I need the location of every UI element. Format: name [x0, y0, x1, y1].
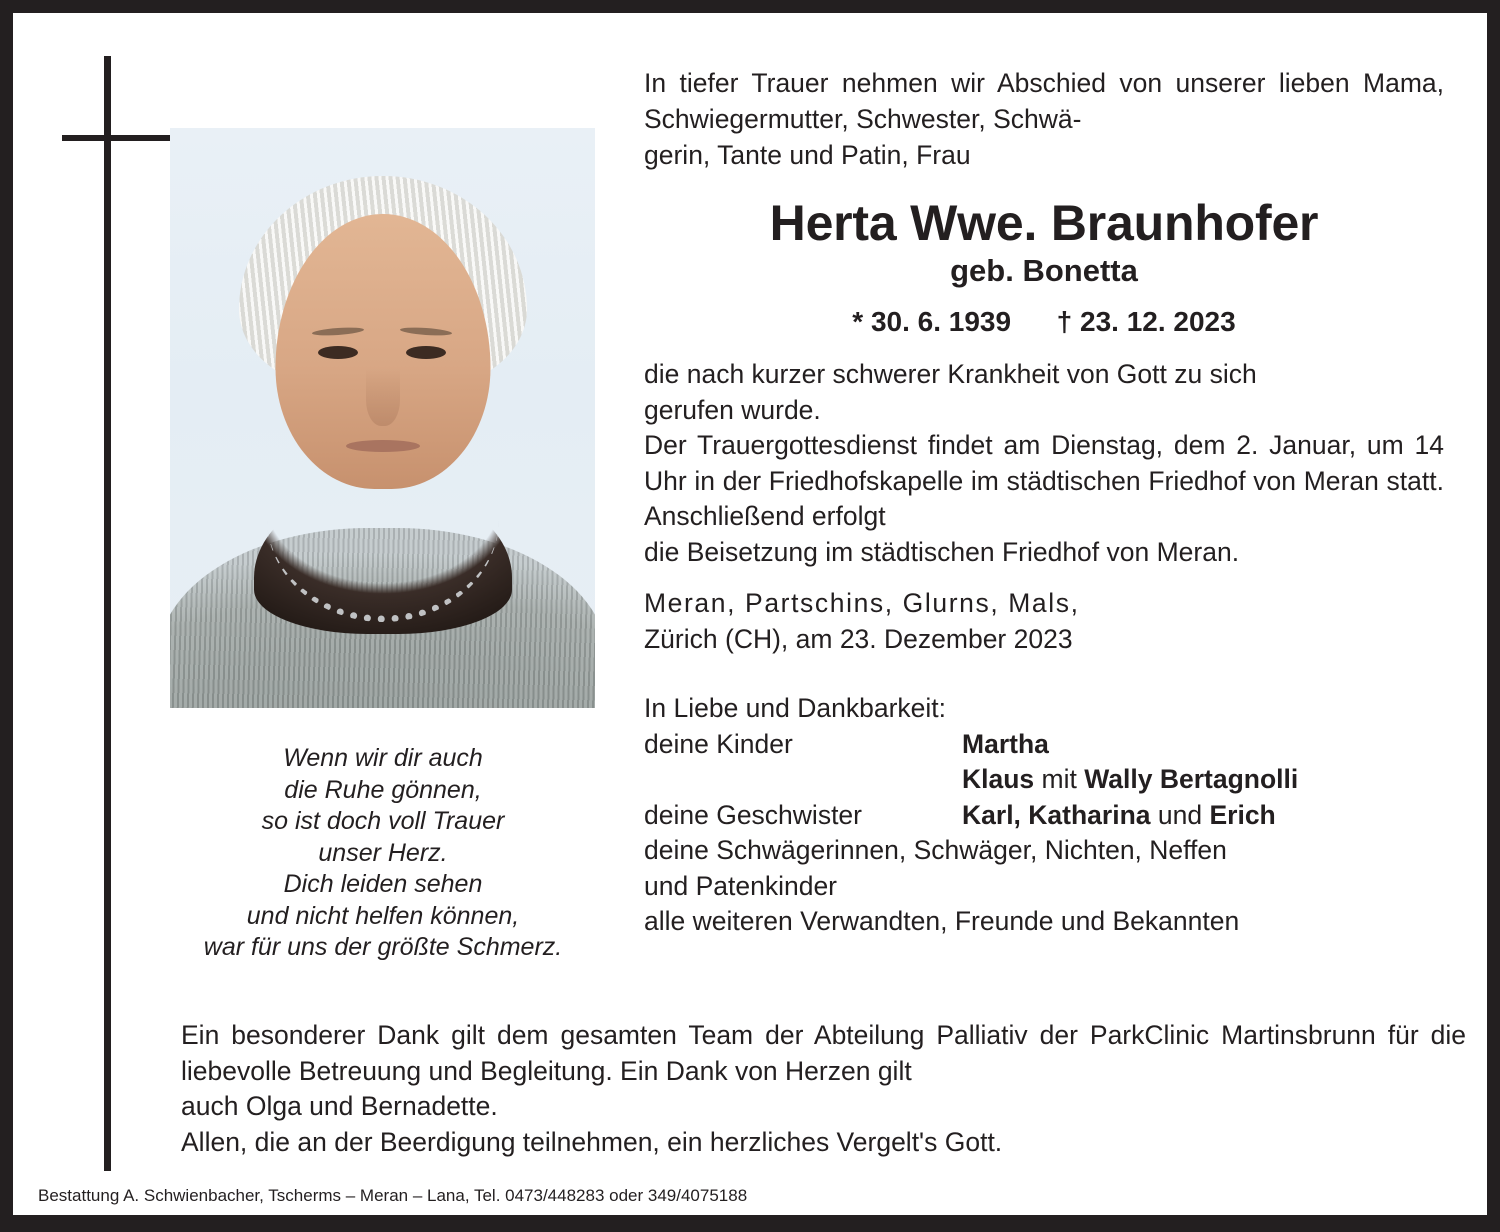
- family-row-children: [644, 727, 1444, 763]
- poem-line: so ist doch voll Trauer: [261, 807, 505, 835]
- family-names-siblings: Karl, Katharina und Erich: [962, 799, 1276, 830]
- family-label-siblings: deine Geschwister: [644, 799, 862, 830]
- places-line-1: Meran, Partschins, Glurns, Mals,: [644, 588, 1080, 618]
- family-row-children-2: [644, 762, 1444, 798]
- eye-right: [406, 346, 446, 359]
- service-details: Der Trauergottesdienst findet am Dienstag, dem 2. Januar, um 14 Uhr in der Friedhofskapelle im städtischen Friedhof von Meran statt. Anschließend erfolgt: [644, 430, 1444, 531]
- cross-horizontal-bar: [62, 135, 172, 141]
- cross-vertical-bar: [104, 56, 111, 1171]
- birth-date: * 30. 6. 1939: [852, 306, 1012, 337]
- death-circumstance-line-1: die nach kurzer schwerer Krankheit von Gott zu sich: [644, 359, 1257, 389]
- sibling-names: Karl, Katharina: [962, 799, 1151, 830]
- child-name-martha: Martha: [962, 728, 1049, 759]
- family-others: alle weiteren Verwandten, Freunde und Bekannten: [644, 906, 1240, 936]
- burial-details: die Beisetzung im städtischen Friedhof von Meran.: [644, 536, 1240, 567]
- gratitude-heading: In Liebe und Dankbarkeit:: [644, 693, 947, 723]
- thanks-block: [181, 1018, 1466, 1160]
- deceased-name: Herta Wwe. Braunhofer: [769, 195, 1319, 251]
- death-circumstance-line-2: gerufen wurde.: [644, 394, 821, 425]
- family-names-children: [962, 727, 1049, 763]
- family-in-laws-line-2: und Patenkinder: [644, 870, 838, 901]
- child-partner-wally: Wally Bertagnolli: [1084, 764, 1299, 794]
- memorial-poem: [163, 743, 603, 964]
- mouth-shape: [346, 440, 420, 452]
- family-in-laws-line-1: deine Schwägerinnen, Schwäger, Nichten, Neffen: [644, 835, 1227, 865]
- maiden-name: geb. Bonetta: [950, 253, 1138, 288]
- life-dates: [644, 305, 1444, 339]
- latin-cross-icon: [62, 56, 182, 1171]
- notice-sheet: [13, 13, 1487, 1215]
- thanks-paragraph-end: auch Olga und Bernadette.: [181, 1091, 498, 1121]
- funeral-details: [644, 357, 1444, 570]
- eye-left: [318, 346, 358, 359]
- family-row-siblings: [644, 798, 1444, 834]
- notice-main-column: [644, 65, 1444, 940]
- closing-line: Allen, die an der Beerdigung teilnehmen, ein herzliches Vergelt's Gott.: [181, 1126, 1003, 1157]
- surviving-family: [644, 691, 1444, 940]
- death-date: † 23. 12. 2023: [1056, 306, 1236, 337]
- sibling-name-erich: Erich: [1209, 799, 1276, 830]
- family-label-empty: [644, 762, 962, 798]
- introduction-last-line: gerin, Tante und Patin, Frau: [644, 140, 971, 170]
- family-label-children: deine Kinder: [644, 728, 793, 759]
- nose-shape: [366, 368, 400, 426]
- portrait-illustration: [170, 128, 595, 708]
- introduction-body: In tiefer Trauer nehmen wir Abschied von unserer lieben Mama, Schwiegermutter, Schwester, Schwä-: [644, 68, 1444, 134]
- poem-line: Wenn wir dir auch: [283, 744, 483, 772]
- introduction-text: [644, 65, 1444, 173]
- poem-line: Dich leiden sehen: [283, 870, 483, 898]
- child-name-klaus: Klaus: [962, 764, 1035, 794]
- places-and-date: [644, 586, 1444, 657]
- poem-line: war für uns der größte Schmerz.: [203, 933, 563, 961]
- portrait-photo: [170, 128, 595, 708]
- poem-line: unser Herz.: [318, 838, 448, 867]
- places-line-2: Zürich (CH), am 23. Dezember 2023: [644, 623, 1073, 654]
- poem-line: und nicht helfen können,: [246, 901, 520, 930]
- funeral-home-footer: Bestattung A. Schwienbacher, Tscherms – Meran – Lana, Tel. 0473/448283 oder 349/4075188: [38, 1186, 748, 1205]
- poem-line: die Ruhe gönnen,: [284, 775, 482, 804]
- family-names-children-2: Klaus mit Wally Bertagnolli: [962, 764, 1299, 794]
- thanks-paragraph: Ein besonderer Dank gilt dem gesamten Team der Abteilung Palliativ der ParkClinic Martinsbrunn für die liebevolle Betreuung und Begleitung. Ein Dank von Herzen gilt: [181, 1020, 1466, 1086]
